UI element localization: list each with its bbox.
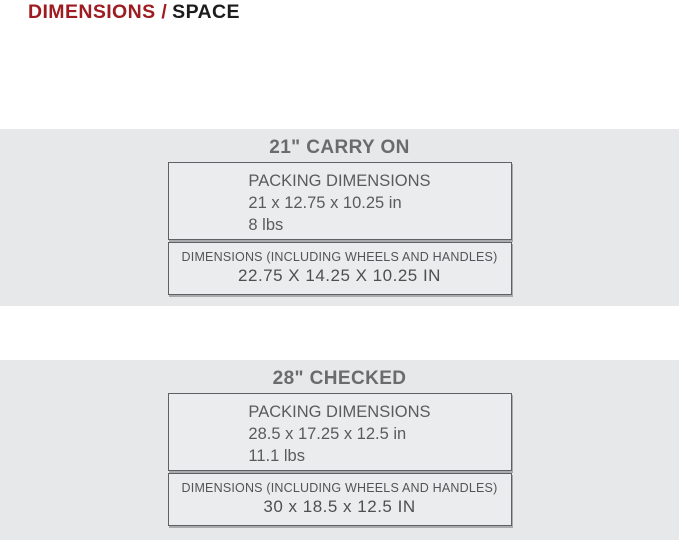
carry-on-section-title: 21" CARRY ON <box>269 137 410 158</box>
overall-dimensions-size: 30 x 18.5 x 12.5 IN <box>263 497 416 516</box>
page-title-primary: DIMENSIONS / <box>28 1 168 23</box>
checked-section-title: 28" CHECKED <box>272 368 407 389</box>
carry-on-packing-text-block <box>248 163 430 236</box>
overall-dimensions-size: 22.75 X 14.25 X 10.25 IN <box>238 266 441 285</box>
carry-on-overall-dimensions-box <box>168 242 512 295</box>
page-title-secondary: SPACE <box>172 1 240 23</box>
section-carry-on <box>0 129 679 306</box>
carry-on-packing-dimensions-box <box>168 162 512 240</box>
packing-dimensions-heading: PACKING DIMENSIONS <box>248 172 431 190</box>
checked-packing-dimensions-box <box>168 393 512 471</box>
page-title <box>28 1 240 24</box>
page-header <box>28 1 240 24</box>
packing-dimensions-weight: 11.1 lbs <box>248 447 305 465</box>
packing-dimensions-size: 28.5 x 17.25 x 12.5 in <box>248 425 407 443</box>
packing-dimensions-size: 21 x 12.75 x 10.25 in <box>248 194 402 212</box>
packing-dimensions-heading: PACKING DIMENSIONS <box>248 403 431 421</box>
overall-dimensions-heading: DIMENSIONS (INCLUDING WHEELS AND HANDLES) <box>181 250 498 264</box>
packing-dimensions-weight: 8 lbs <box>248 216 284 234</box>
overall-dimensions-heading: DIMENSIONS (INCLUDING WHEELS AND HANDLES) <box>181 481 498 495</box>
checked-packing-text-block <box>248 394 430 467</box>
checked-overall-dimensions-box <box>168 473 512 526</box>
section-checked <box>0 360 679 540</box>
